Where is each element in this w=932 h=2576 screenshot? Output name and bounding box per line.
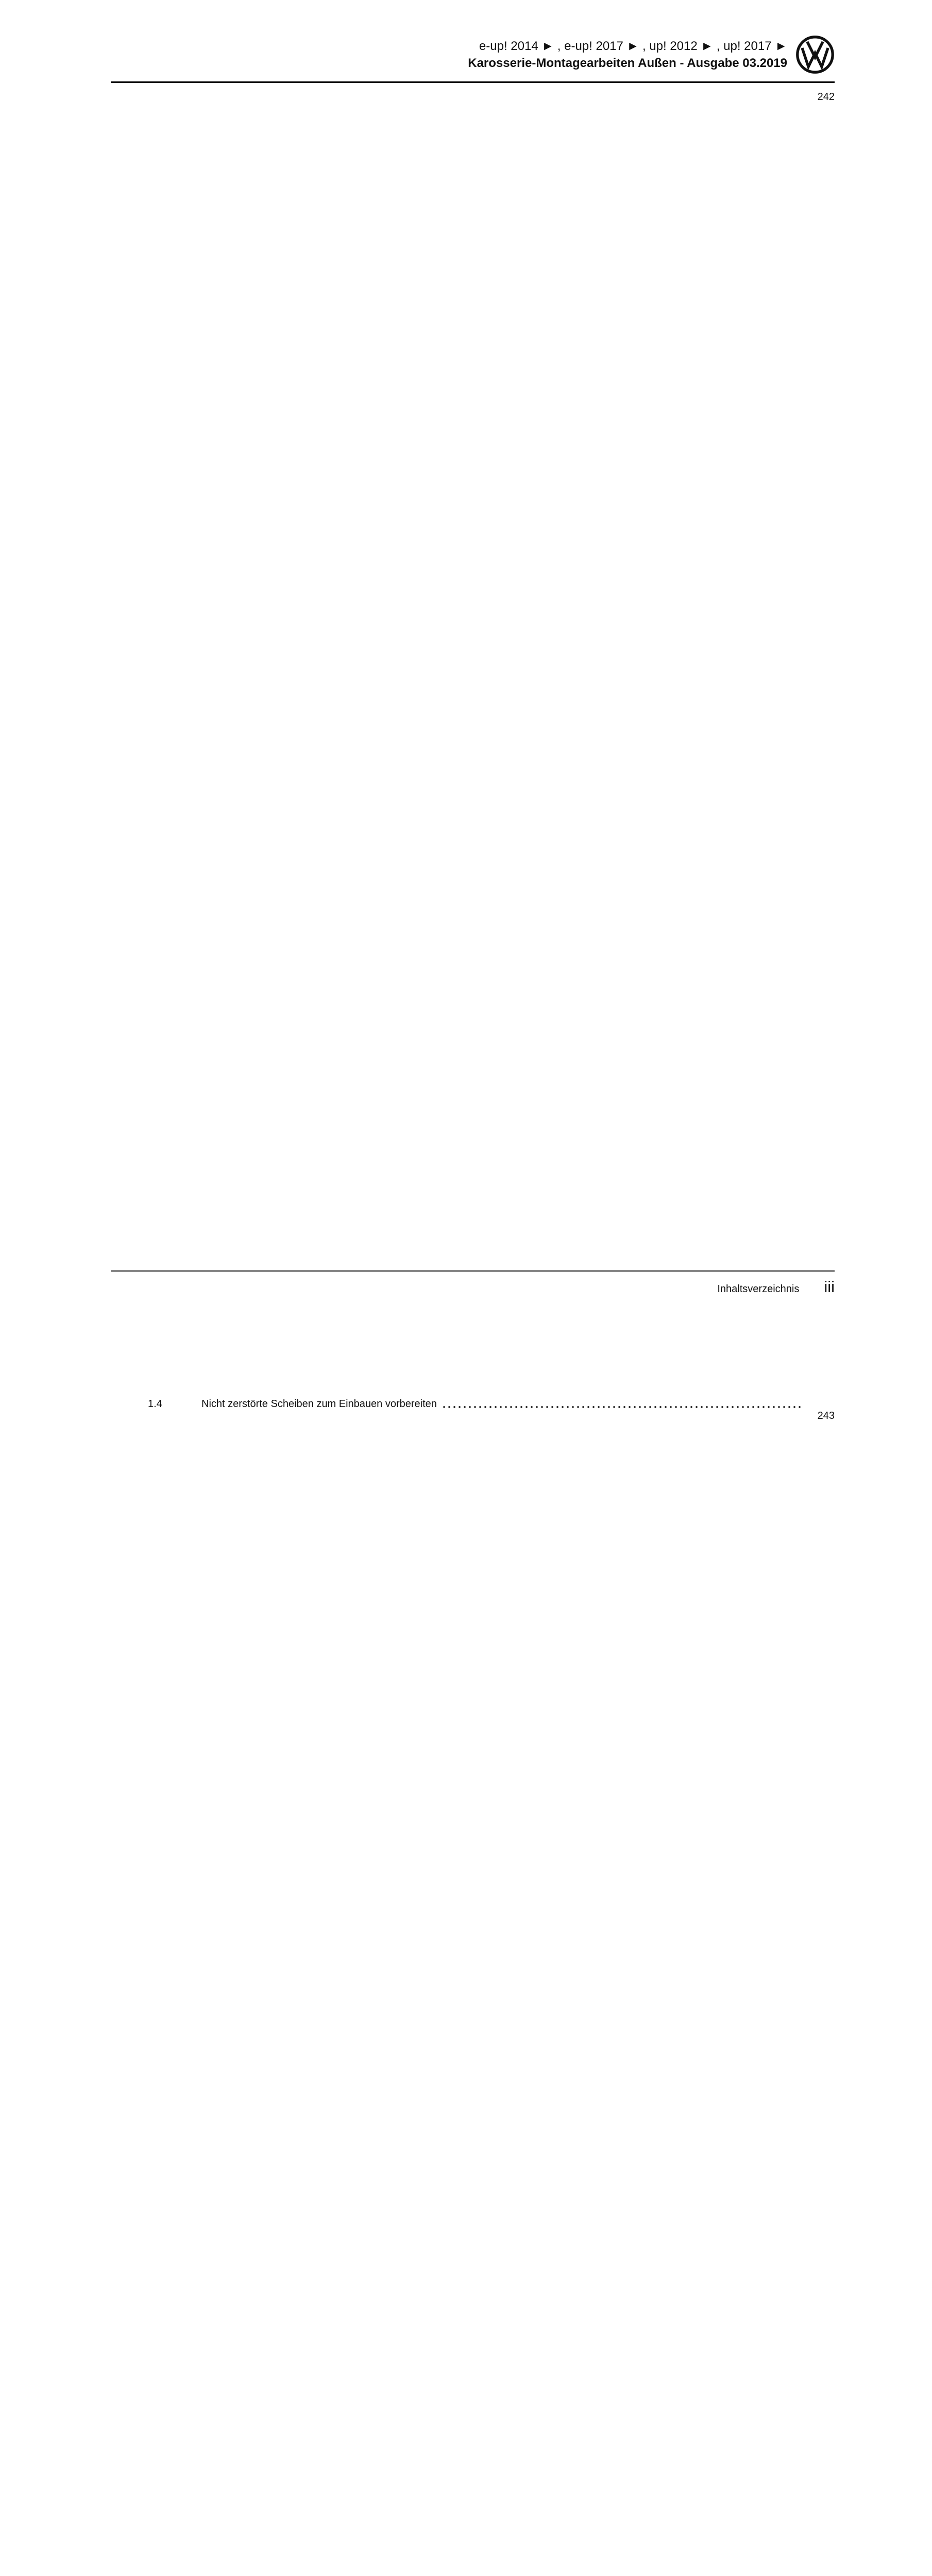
footer-divider [111,1270,835,1272]
footer-page-number: iii [824,1278,835,1296]
toc-entry [111,91,835,1410]
header-document-title: Karosserie-Montagearbeiten Außen - Ausgabe 03.2019 [468,56,787,70]
vw-logo-icon [795,35,835,74]
header-text-block [468,38,787,72]
footer-text-line [111,1278,835,1296]
toc-entry-title: Nicht zerstörte Scheiben zum Einbauen vorbereiten [201,1398,437,1410]
toc-entry-page: 243 [805,1410,835,2576]
toc-list [111,83,835,2576]
toc-entry [111,1410,835,2576]
toc-entry-number: 1.4 [148,1398,162,1410]
page-footer [111,1270,835,1296]
toc-entry-page: 242 [805,91,835,1410]
footer-section-label: Inhaltsverzeichnis [717,1283,800,1295]
header-model-line: e-up! 2014 ► , e-up! 2017 ► , up! 2012 ► , up! 2017 ► [479,39,787,53]
page-header [111,0,835,81]
dot-leader [443,1406,802,1408]
